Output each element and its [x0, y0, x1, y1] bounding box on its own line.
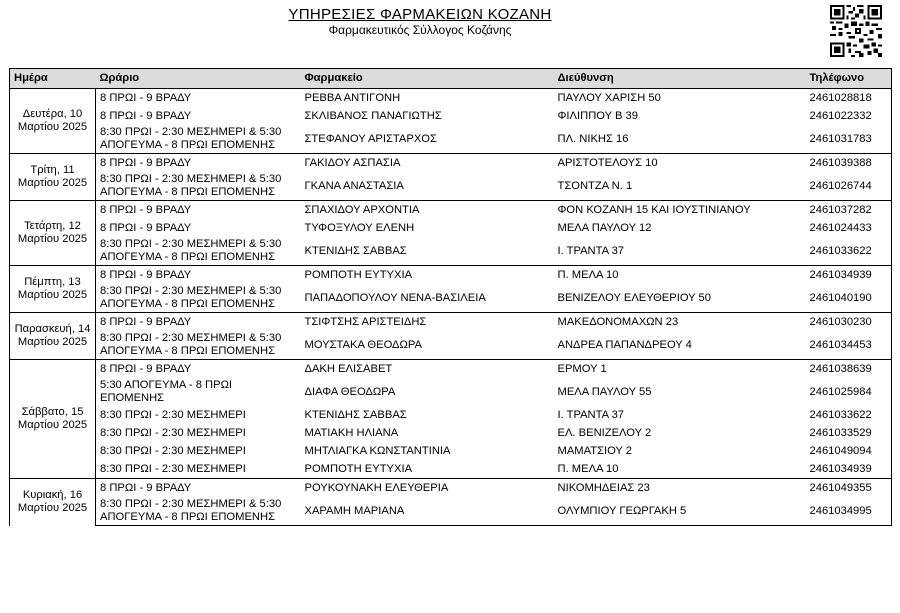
hours-cell: 8 ΠΡΩΙ - 9 ΒΡΑΔΥ	[100, 221, 192, 234]
hours-cell: 8:30 ΠΡΩΙ - 2:30 ΜΕΣΗΜΕΡΙ	[100, 408, 246, 421]
hours-cell: 8:30 ΠΡΩΙ - 2:30 ΜΕΣΗΜΕΡΙ	[100, 444, 246, 457]
pharmacy-cell: ΔΑΚΗ ΕΛΙΣΑΒΕΤ	[301, 360, 554, 379]
table-row	[10, 266, 892, 285]
hours-cell: 8:30 ΠΡΩΙ - 2:30 ΜΕΣΗΜΕΡΙ & 5:30 ΑΠΟΓΕΥΜΑ - 8 ΠΡΩΙ ΕΠΟΜΕΝΗΣ	[96, 331, 301, 360]
day-cell: Τρίτη, 11 Μαρτίου 2025	[10, 154, 96, 201]
phone-cell: 2461025984	[806, 378, 892, 406]
table-row	[10, 313, 892, 332]
hours-cell: 8 ΠΡΩΙ - 9 ΒΡΑΔΥ	[96, 89, 301, 108]
hours-cell: 8 ΠΡΩΙ - 9 ΒΡΑΔΥ	[96, 479, 301, 498]
column-header-pharmacy: Φαρμακείο	[301, 69, 554, 89]
phone-cell: 2461028818	[806, 89, 892, 108]
table-row	[10, 360, 892, 379]
phone-cell: 2461033622	[806, 237, 892, 266]
pharmacy-cell: ΣΠΑΧΙΔΟΥ ΑΡΧΟΝΤΙΑ	[301, 201, 554, 220]
address-cell: ΟΛΥΜΠΙΟΥ ΓΕΩΡΓΑΚΗ 5	[554, 497, 806, 526]
address-cell: ΜΑΜΑΤΣΙΟΥ 2	[557, 444, 633, 457]
hours-cell: 8:30 ΠΡΩΙ - 2:30 ΜΕΣΗΜΕΡΙ & 5:30 ΑΠΟΓΕΥΜΑ - 8 ΠΡΩΙ ΕΠΟΜΕΝΗΣ	[96, 125, 301, 154]
pharmacy-cell: ΤΣΙΦΤΣΗΣ ΑΡΙΣΤΕΙΔΗΣ	[301, 313, 554, 332]
pharmacy-cell: ΡΟΥΚΟΥΝΑΚΗ ΕΛΕΥΘΕΡΙΑ	[301, 479, 554, 498]
address-cell: ΜΕΛΑ ΠΑΥΛΟΥ 12	[557, 221, 652, 234]
pharmacy-cell: ΡΟΜΠΟΤΗ ΕΥΤΥΧΙΑ	[301, 266, 554, 285]
hours-cell: 5:30 ΑΠΟΓΕΥΜΑ - 8 ΠΡΩΙ ΕΠΟΜΕΝΗΣ	[100, 379, 233, 404]
column-header-day: Ημέρα	[10, 69, 96, 89]
table-row	[10, 424, 892, 442]
phone-cell: 2461037282	[806, 201, 892, 220]
address-cell: ΜΕΛΑ ΠΑΥΛΟΥ 55	[557, 385, 652, 398]
pharmacy-schedule-table	[9, 68, 892, 526]
pharmacy-cell: ΣΚΛΙΒΑΝΟΣ ΠΑΝΑΓΙΩΤΗΣ	[304, 109, 442, 122]
document-header	[0, 0, 900, 60]
address-cell: ΕΛ. ΒΕΝΙΖΕΛΟΥ 2	[557, 426, 652, 439]
table-body	[10, 89, 892, 526]
table-row	[10, 497, 892, 526]
pharmacy-cell: ΓΚΑΝΑ ΑΝΑΣΤΑΣΙΑ	[301, 172, 554, 201]
hours-cell: 8 ΠΡΩΙ - 9 ΒΡΑΔΥ	[96, 266, 301, 285]
pharmacy-cell: ΚΤΕΝΙΔΗΣ ΣΑΒΒΑΣ	[301, 237, 554, 266]
day-cell: Τετάρτη, 12 Μαρτίου 2025	[10, 201, 96, 266]
pharmacy-cell: ΡΕΒΒΑ ΑΝΤΙΓΟΝΗ	[301, 89, 554, 108]
pharmacy-cell: ΡΟΜΠΟΤΗ ΕΥΤΥΧΙΑ	[301, 460, 554, 479]
phone-cell: 2461039388	[806, 154, 892, 173]
page-title: ΥΠΗΡΕΣΙΕΣ ΦΑΡΜΑΚΕΙΩΝ ΚΟΖΑΝΗ	[288, 6, 552, 23]
day-cell: Παρασκευή, 14 Μαρτίου 2025	[10, 313, 96, 360]
address-cell: Π. ΜΕΛΑ 10	[554, 266, 806, 285]
phone-cell: 2461049355	[806, 479, 892, 498]
address-cell: ΦΙΛΙΠΠΟΥ Β 39	[557, 109, 638, 122]
hours-cell: 8:30 ΠΡΩΙ - 2:30 ΜΕΣΗΜΕΡΙ & 5:30 ΑΠΟΓΕΥΜΑ - 8 ΠΡΩΙ ΕΠΟΜΕΝΗΣ	[96, 172, 301, 201]
pharmacy-cell: ΜΑΤΙΑΚΗ ΗΛΙΑΝΑ	[304, 426, 399, 439]
table-row	[10, 284, 892, 313]
phone-cell: 2461040190	[806, 284, 892, 313]
pharmacy-cell: ΔΙΑΦΑ ΘΕΟΔΩΡΑ	[304, 385, 396, 398]
table-row	[10, 107, 892, 125]
phone-cell: 2461033622	[806, 406, 892, 424]
table-row	[10, 89, 892, 108]
table-row	[10, 237, 892, 266]
day-cell: Σάββατο, 15 Μαρτίου 2025	[10, 360, 96, 479]
column-header-address: Διεύθυνση	[554, 69, 806, 89]
hours-cell: 8 ΠΡΩΙ - 9 ΒΡΑΔΥ	[100, 109, 192, 122]
address-cell: ΠΛ. ΝΙΚΗΣ 16	[554, 125, 806, 154]
phone-cell: 2461038639	[806, 360, 892, 379]
table-row	[10, 172, 892, 201]
hours-cell: 8:30 ΠΡΩΙ - 2:30 ΜΕΣΗΜΕΡΙ & 5:30 ΑΠΟΓΕΥΜΑ - 8 ΠΡΩΙ ΕΠΟΜΕΝΗΣ	[96, 284, 301, 313]
pharmacy-cell: ΜΟΥΣΤΑΚΑ ΘΕΟΔΩΡΑ	[301, 331, 554, 360]
address-cell: Π. ΜΕΛΑ 10	[554, 460, 806, 479]
pharmacy-cell: ΚΤΕΝΙΔΗΣ ΣΑΒΒΑΣ	[304, 408, 407, 421]
address-cell: ΒΕΝΙΖΕΛΟΥ ΕΛΕΥΘΕΡΙΟΥ 50	[554, 284, 806, 313]
hours-cell: 8:30 ΠΡΩΙ - 2:30 ΜΕΣΗΜΕΡΙ	[96, 460, 301, 479]
pharmacy-cell: ΠΑΠΑΔΟΠΟΥΛΟΥ ΝΕΝΑ-ΒΑΣΙΛΕΙΑ	[301, 284, 554, 313]
address-cell: ΑΝΔΡΕΑ ΠΑΠΑΝΔΡΕΟΥ 4	[554, 331, 806, 360]
address-cell: ΜΑΚΕΔΟΝΟΜΑΧΩΝ 23	[554, 313, 806, 332]
day-cell: Κυριακή, 16 Μαρτίου 2025	[10, 479, 96, 526]
day-cell: Πέμπτη, 13 Μαρτίου 2025	[10, 266, 96, 313]
phone-cell: 2461034939	[806, 460, 892, 479]
hours-cell: 8 ΠΡΩΙ - 9 ΒΡΑΔΥ	[96, 313, 301, 332]
table-row	[10, 378, 892, 406]
phone-cell: 2461049094	[806, 442, 892, 460]
table-row	[10, 154, 892, 173]
hours-cell: 8 ΠΡΩΙ - 9 ΒΡΑΔΥ	[96, 154, 301, 173]
hours-cell: 8:30 ΠΡΩΙ - 2:30 ΜΕΣΗΜΕΡΙ & 5:30 ΑΠΟΓΕΥΜΑ - 8 ΠΡΩΙ ΕΠΟΜΕΝΗΣ	[96, 497, 301, 526]
pharmacy-cell: ΤΥΦΟΞΥΛΟΥ ΕΛΕΝΗ	[304, 221, 415, 234]
hours-cell: 8:30 ΠΡΩΙ - 2:30 ΜΕΣΗΜΕΡΙ	[100, 426, 246, 439]
pharmacy-cell: ΣΤΕΦΑΝΟΥ ΑΡΙΣΤΑΡΧΟΣ	[301, 125, 554, 154]
address-cell: ΕΡΜΟΥ 1	[554, 360, 806, 379]
address-cell: ΑΡΙΣΤΟΤΕΛΟΥΣ 10	[554, 154, 806, 173]
hours-cell: 8:30 ΠΡΩΙ - 2:30 ΜΕΣΗΜΕΡΙ & 5:30 ΑΠΟΓΕΥΜΑ - 8 ΠΡΩΙ ΕΠΟΜΕΝΗΣ	[96, 237, 301, 266]
address-cell: ΤΣΟΝΤΖΑ Ν. 1	[554, 172, 806, 201]
column-header-hours: Ωράριο	[96, 69, 301, 89]
phone-cell: 2461034939	[806, 266, 892, 285]
hours-cell: 8 ΠΡΩΙ - 9 ΒΡΑΔΥ	[96, 360, 301, 379]
table-row	[10, 201, 892, 220]
table-row	[10, 460, 892, 479]
phone-cell: 2461034453	[806, 331, 892, 360]
table-row	[10, 406, 892, 424]
pharmacy-cell: ΧΑΡΑΜΗ ΜΑΡΙΑΝΑ	[301, 497, 554, 526]
table-row	[10, 219, 892, 237]
table-row	[10, 331, 892, 360]
phone-cell: 2461024433	[806, 219, 892, 237]
pharmacy-cell: ΜΗΤΛΙΑΓΚΑ ΚΩΝΣΤΑΝΤΙΝΙΑ	[304, 444, 451, 457]
phone-cell: 2461031783	[806, 125, 892, 154]
address-cell: ΦΟΝ ΚΟΖΑΝΗ 15 ΚΑΙ ΙΟΥΣΤΙΝΙΑΝΟΥ	[554, 201, 806, 220]
address-cell: ΝΙΚΟΜΗΔΕΙΑΣ 23	[554, 479, 806, 498]
hours-cell: 8 ΠΡΩΙ - 9 ΒΡΑΔΥ	[96, 201, 301, 220]
phone-cell: 2461022332	[806, 107, 892, 125]
page-subtitle: Φαρμακευτικός Σύλλογος Κοζάνης	[328, 23, 512, 37]
table-row	[10, 442, 892, 460]
table-header-row	[10, 69, 892, 89]
table-row	[10, 479, 892, 498]
table-row	[10, 125, 892, 154]
qr-code-icon	[830, 5, 882, 57]
phone-cell: 2461034995	[806, 497, 892, 526]
address-cell: ΠΑΥΛΟΥ ΧΑΡΙΣΗ 50	[554, 89, 806, 108]
column-header-phone: Τηλέφωνο	[806, 69, 892, 89]
day-cell: Δευτέρα, 10 Μαρτίου 2025	[10, 89, 96, 154]
address-cell: Ι. ΤΡΑΝΤΑ 37	[554, 237, 806, 266]
phone-cell: 2461026744	[806, 172, 892, 201]
address-cell: Ι. ΤΡΑΝΤΑ 37	[557, 408, 625, 421]
phone-cell: 2461033529	[806, 424, 892, 442]
pharmacy-cell: ΓΑΚΙΔΟΥ ΑΣΠΑΣΙΑ	[301, 154, 554, 173]
phone-cell: 2461030230	[806, 313, 892, 332]
